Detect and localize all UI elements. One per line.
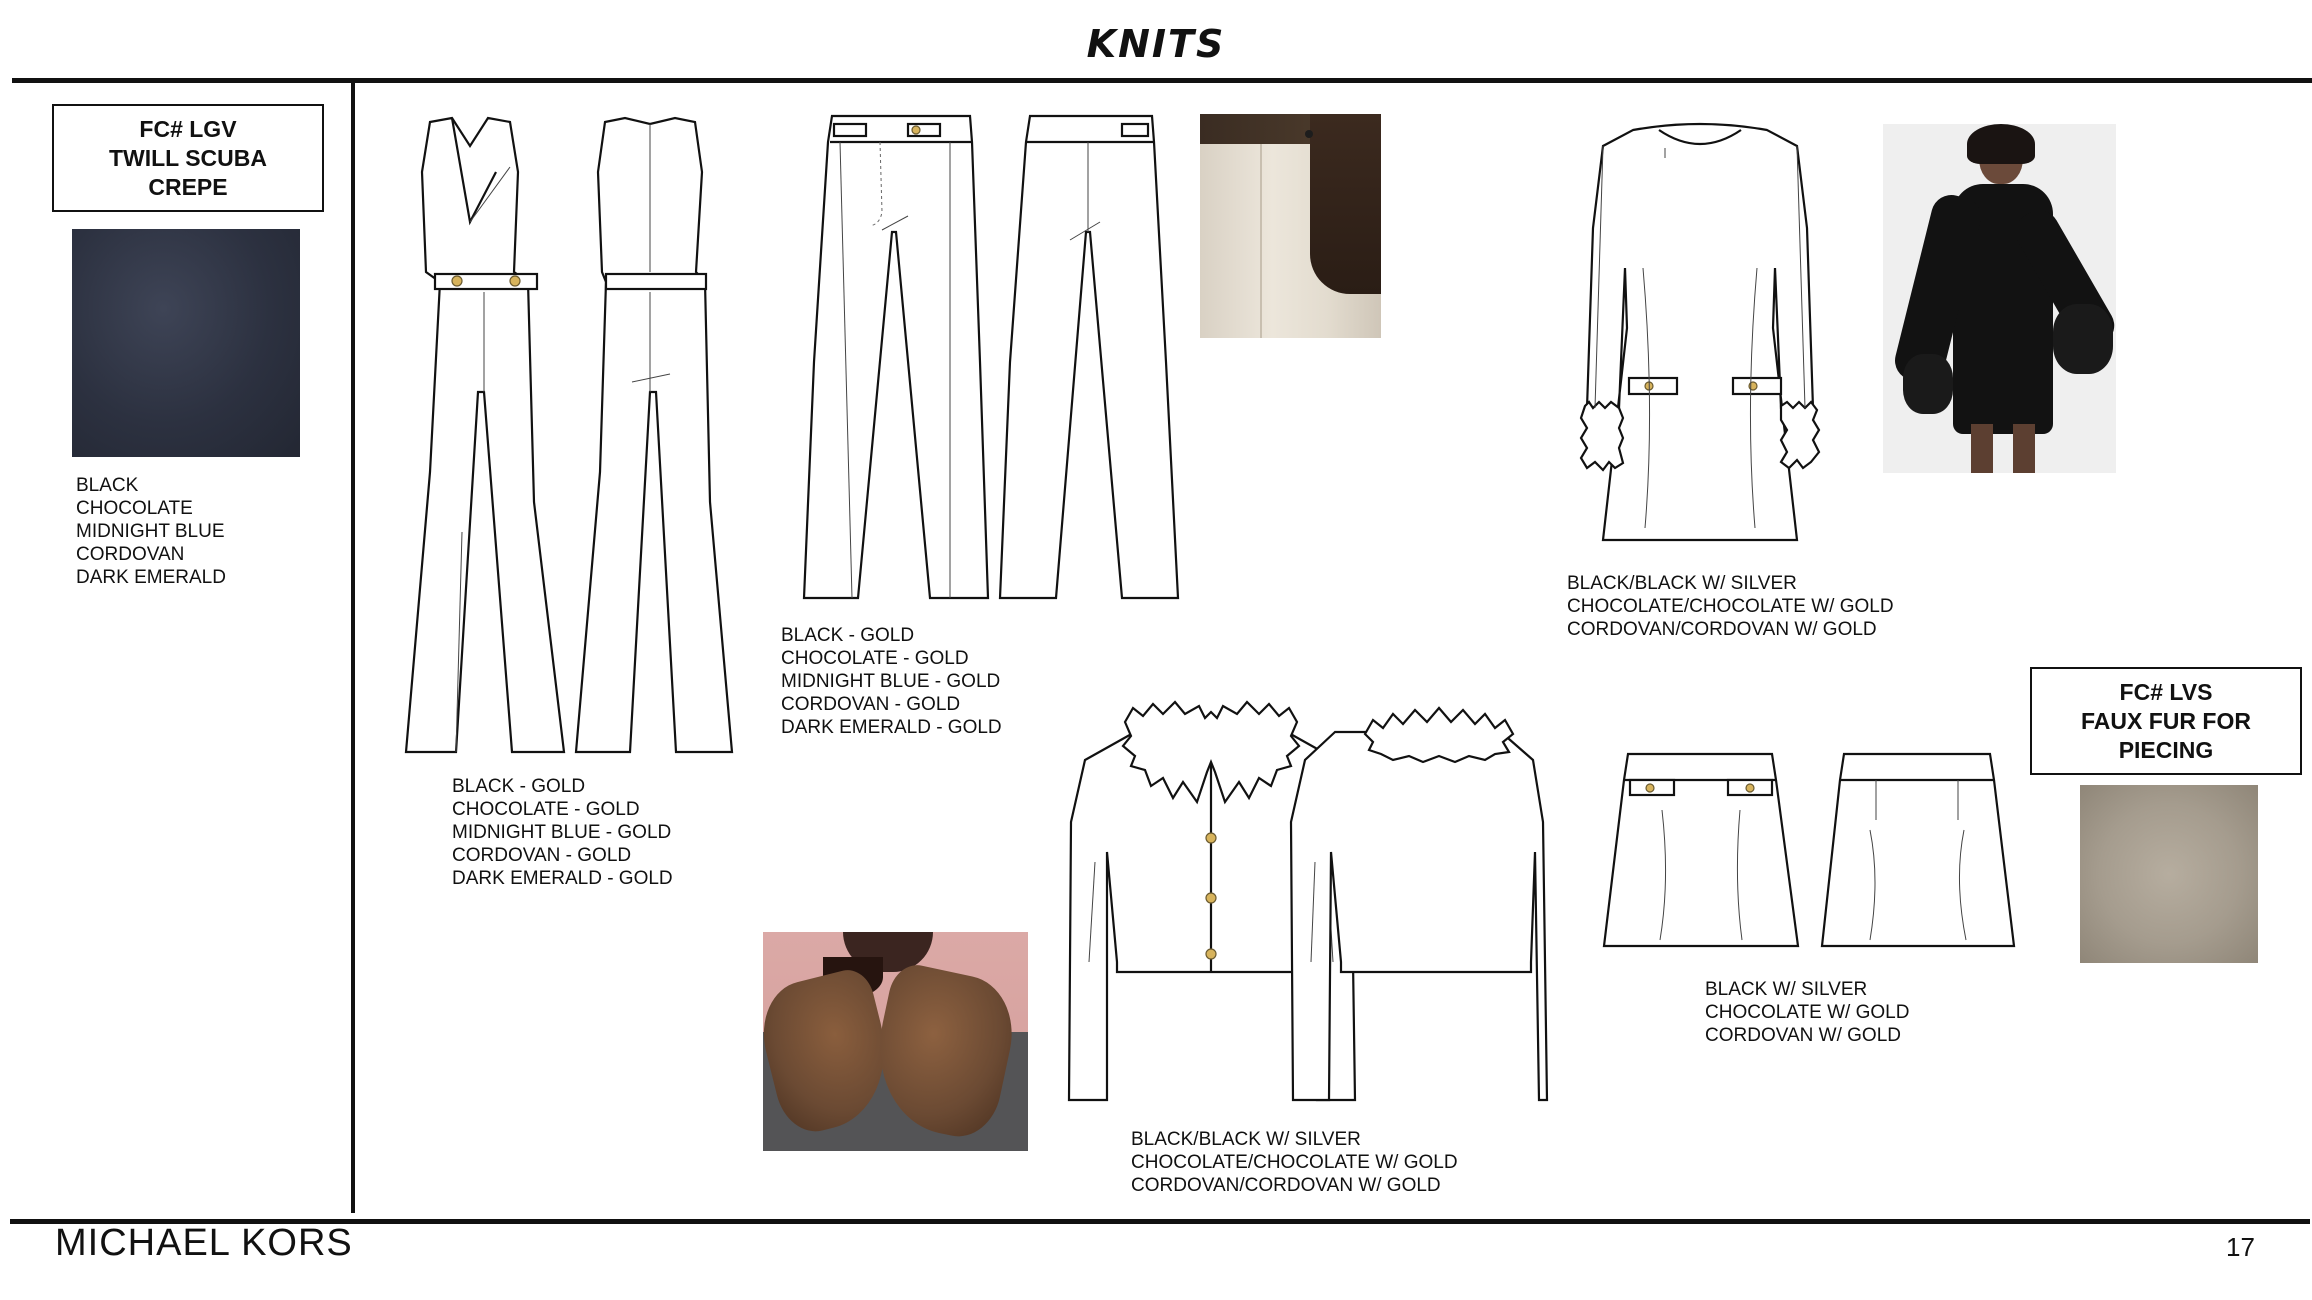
- fur-collar-inspiration-photo: [763, 932, 1028, 1151]
- jacket-colorways: BLACK/BLACK W/ SILVER CHOCOLATE/CHOCOLATE W/ GOLD CORDOVAN/CORDOVAN W/ GOLD: [1131, 1129, 1458, 1196]
- dress-flat-sketch: [1575, 118, 1825, 546]
- fabric-swatch-lvs: [2080, 785, 2258, 963]
- brand-name: MICHAEL KORS: [55, 1222, 353, 1264]
- fabric-swatch-lgv: [72, 229, 300, 457]
- jumpsuit-colorways: BLACK - GOLD CHOCOLATE - GOLD MIDNIGHT BLUE - GOLD CORDOVAN - GOLD DARK EMERALD - GOLD: [452, 776, 673, 889]
- footer-divider: [10, 1219, 2310, 1224]
- sidebar-divider: [351, 83, 355, 1213]
- skirt-flat-sketch: [1600, 750, 2020, 950]
- page-number: 17: [2226, 1232, 2255, 1262]
- dress-colorways: BLACK/BLACK W/ SILVER CHOCOLATE/CHOCOLATE W/ GOLD CORDOVAN/CORDOVAN W/ GOLD: [1567, 573, 1894, 640]
- header-divider: [12, 78, 2312, 83]
- jacket-flat-sketch: [1065, 702, 1549, 1102]
- trouser-flat-sketch: [800, 112, 1185, 607]
- fabric-lgv-colorways: BLACK CHOCOLATE MIDNIGHT BLUE CORDOVAN DARK EMERALD: [76, 475, 226, 588]
- trouser-inspiration-photo: [1200, 114, 1381, 338]
- jumpsuit-flat-sketch: [400, 112, 740, 762]
- fabric-label-lvs: FC# LVS FAUX FUR FOR PIECING: [2030, 667, 2302, 775]
- skirt-colorways: BLACK W/ SILVER CHOCOLATE W/ GOLD CORDOVAN W/ GOLD: [1705, 979, 1910, 1046]
- page-title: KNITS: [1086, 22, 1226, 66]
- dress-inspiration-photo: [1883, 124, 2116, 473]
- fabric-label-lgv: FC# LGV TWILL SCUBA CREPE: [52, 104, 324, 212]
- trouser-colorways: BLACK - GOLD CHOCOLATE - GOLD MIDNIGHT BLUE - GOLD CORDOVAN - GOLD DARK EMERALD - GOLD: [781, 625, 1002, 738]
